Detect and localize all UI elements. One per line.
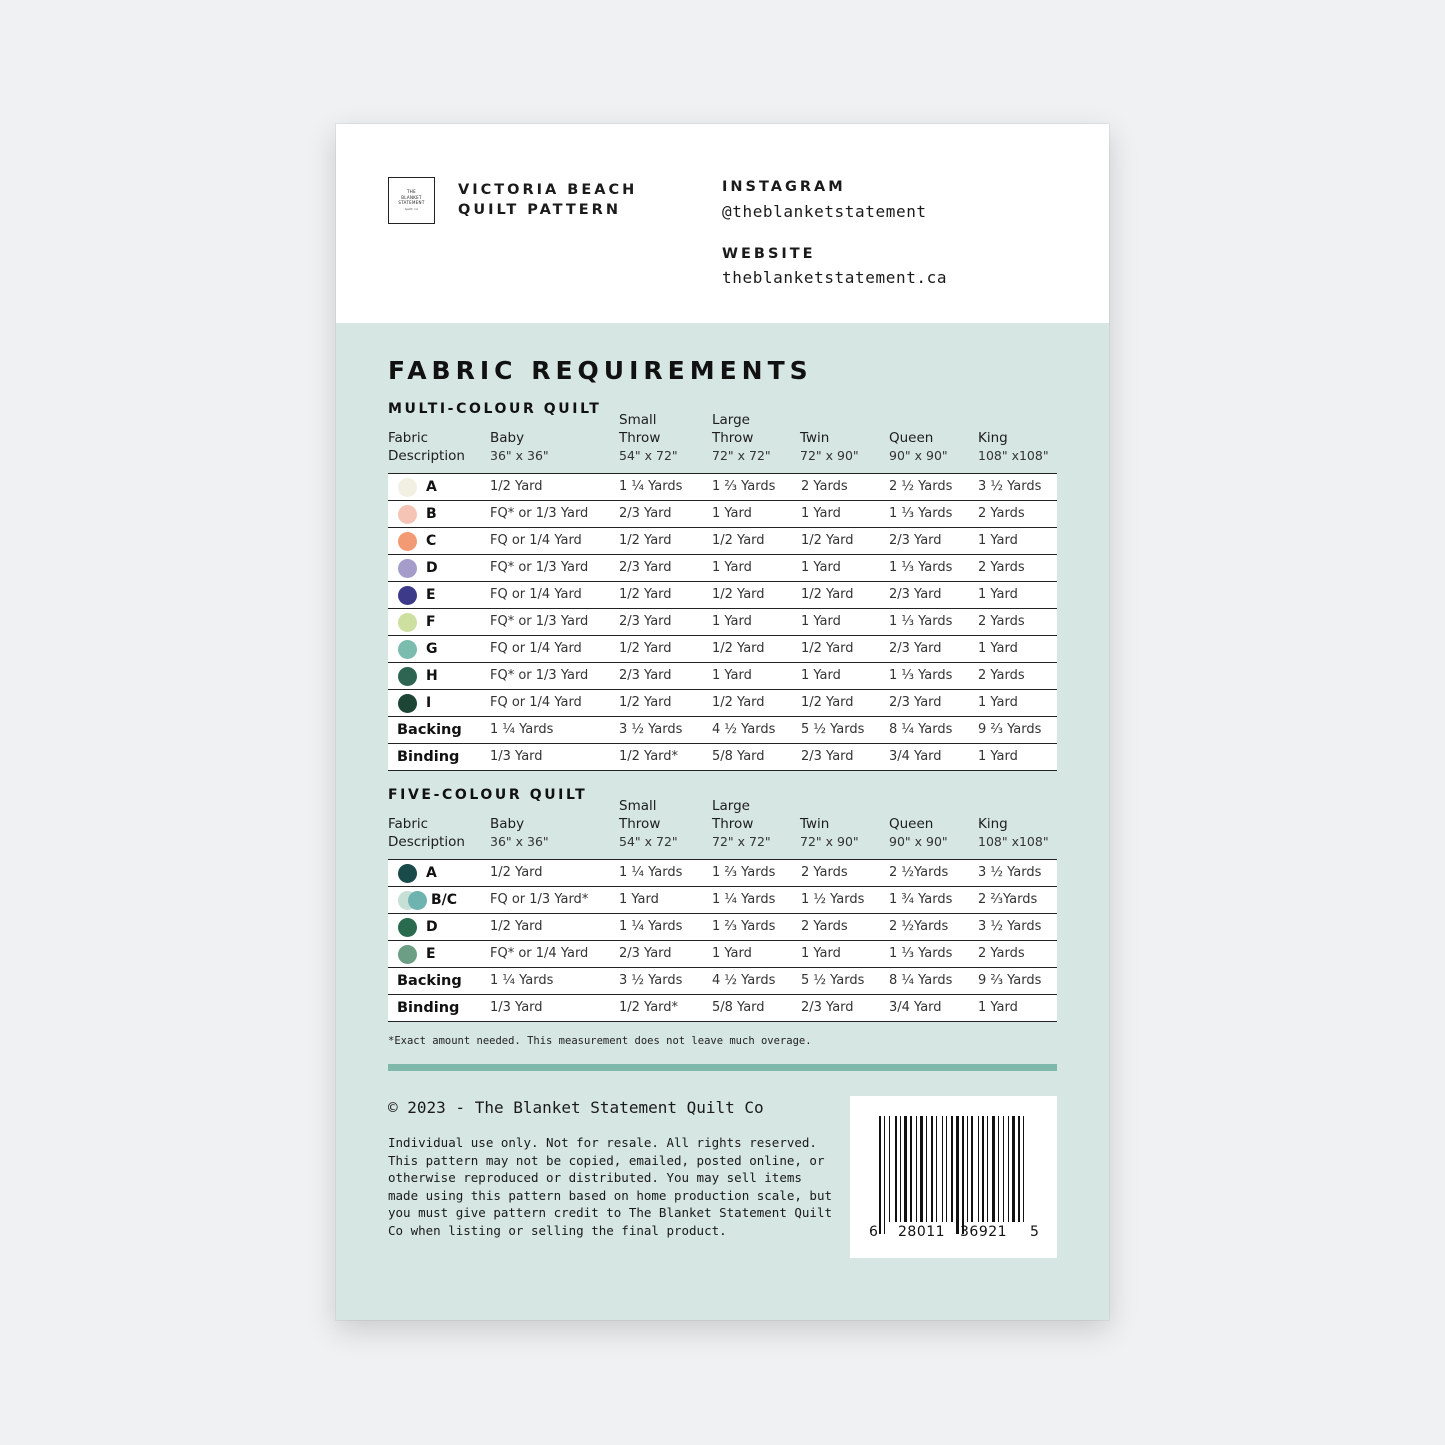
column-header: [978, 815, 1049, 851]
table-cell: 9 ⅔ Yards: [978, 973, 1042, 988]
table-cell: 2 ½Yards: [889, 919, 949, 934]
table-cell: FQ* or 1/3 Yard: [490, 614, 589, 629]
table-cell: 1 ¾ Yards: [889, 892, 953, 907]
table-cell: 1 Yard: [712, 560, 752, 575]
table-cell: 2/3 Yard: [801, 749, 854, 764]
table-row: [388, 860, 1057, 887]
table-cell: 2/3 Yard: [889, 641, 942, 656]
column-header-size: 108" x108": [978, 448, 1049, 463]
table-cell: FQ or 1/4 Yard: [490, 695, 582, 710]
table-cell: 2 ½ Yards: [889, 479, 953, 494]
fabric-letter: D: [426, 560, 438, 576]
section-divider: [388, 1064, 1057, 1071]
instagram-handle[interactable]: @theblanketstatement: [722, 202, 927, 221]
table-cell: 2/3 Yard: [619, 506, 672, 521]
fabric-requirements-title: FABRIC REQUIREMENTS: [388, 356, 813, 385]
column-header: [712, 797, 771, 851]
column-header-size: 72" x 72": [712, 448, 771, 463]
table-row: [388, 636, 1057, 663]
barcode-bar: [946, 1116, 947, 1222]
table-row: [388, 690, 1057, 717]
table-row: [388, 744, 1057, 771]
barcode-bar: [936, 1116, 937, 1222]
table-cell: 1 ⅓ Yards: [889, 946, 953, 961]
table-cell: 2 Yards: [978, 668, 1025, 683]
fabric-swatch-icon: [398, 586, 417, 605]
table-cell: 2/3 Yard: [801, 1000, 854, 1015]
column-header: [490, 815, 549, 851]
column-header-label: Throw: [619, 816, 661, 832]
table-cell: 3 ½ Yards: [619, 722, 683, 737]
table-row: [388, 941, 1057, 968]
column-header: [388, 815, 465, 851]
instagram-label: INSTAGRAM: [722, 179, 846, 195]
table-cell: 1/2 Yard: [712, 587, 765, 602]
column-header: [619, 797, 678, 851]
fabric-letter: B/C: [431, 892, 458, 908]
requirements-table: [388, 859, 1057, 1022]
column-header-size: 108" x108": [978, 834, 1049, 849]
table-cell: 1 Yard: [801, 614, 841, 629]
table-cell: 2 Yards: [978, 560, 1025, 575]
table-cell: 1/2 Yard*: [619, 1000, 679, 1015]
fabric-swatch-icon: [398, 945, 417, 964]
column-header-size: 90" x 90": [889, 834, 948, 849]
column-header-label: Fabric: [388, 430, 429, 446]
copyright: © 2023 - The Blanket Statement Quilt Co: [388, 1098, 764, 1117]
table-cell: 3 ½ Yards: [978, 479, 1042, 494]
barcode-bar: [992, 1116, 995, 1222]
table-cell: 1 ¼ Yards: [619, 919, 683, 934]
table-cell: 2/3 Yard: [619, 946, 672, 961]
fabric-swatch-icon: [398, 640, 417, 659]
table-cell: FQ or 1/4 Yard: [490, 533, 582, 548]
barcode-bar: [951, 1116, 953, 1222]
fabric-swatch-icon: [398, 864, 417, 883]
fabric-name: Backing: [397, 722, 462, 738]
barcode-group-left: 28011: [898, 1224, 946, 1240]
table-row: [388, 968, 1057, 995]
table-cell: 3/4 Yard: [889, 749, 942, 764]
table-cell: 4 ½ Yards: [712, 973, 776, 988]
table-row: [388, 501, 1057, 528]
table-cell: 1 ⅔ Yards: [712, 919, 776, 934]
table-cell: 1 Yard: [978, 587, 1018, 602]
barcode-bar: [967, 1116, 968, 1222]
fabric-swatch-icon: [408, 891, 427, 910]
table-cell: FQ* or 1/3 Yard: [490, 668, 589, 683]
barcode-bar: [879, 1116, 881, 1234]
barcode-digit-first: 6: [869, 1224, 879, 1240]
barcode-bars: [850, 1096, 1057, 1258]
column-header: [388, 429, 465, 465]
column-header-label: Queen: [889, 816, 934, 832]
table-cell: 1 Yard: [712, 668, 752, 683]
table-cell: 4 ½ Yards: [712, 722, 776, 737]
table-cell: 1/2 Yard: [490, 865, 543, 880]
table-cell: 5 ½ Yards: [801, 722, 865, 737]
table-cell: 2/3 Yard: [619, 614, 672, 629]
column-header-label: Throw: [712, 816, 754, 832]
table-cell: 2/3 Yard: [619, 560, 672, 575]
table-cell: 3 ½ Yards: [978, 865, 1042, 880]
table-cell: 1/2 Yard: [712, 641, 765, 656]
header-panel: [336, 124, 1109, 323]
column-header-label: Fabric: [388, 816, 429, 832]
barcode-bar: [884, 1116, 885, 1234]
pattern-back-cover: [336, 124, 1109, 1320]
column-header: [978, 429, 1049, 465]
table-cell: 1/2 Yard: [619, 533, 672, 548]
column-header-size: 54" x 72": [619, 448, 678, 463]
table-cell: 1/2 Yard: [619, 587, 672, 602]
barcode-bar: [982, 1116, 984, 1222]
fabric-letter: D: [426, 919, 438, 935]
table-cell: 1/3 Yard: [490, 749, 543, 764]
column-header-size: 54" x 72": [619, 834, 678, 849]
column-header-label: Description: [388, 448, 465, 464]
table-cell: 1/2 Yard: [619, 641, 672, 656]
table-row: [388, 474, 1057, 501]
fabric-letter: E: [426, 587, 436, 603]
column-header-label: Large: [712, 412, 750, 428]
column-header-label: Small: [619, 412, 657, 428]
table-cell: 2 Yards: [801, 865, 848, 880]
barcode-bar: [900, 1116, 901, 1222]
table-row: [388, 609, 1057, 636]
column-header-label: Twin: [800, 430, 830, 446]
table-cell: 2 Yards: [801, 919, 848, 934]
barcode-bar: [978, 1116, 979, 1222]
table-cell: 1/2 Yard: [490, 479, 543, 494]
column-header-size: 36" x 36": [490, 448, 549, 463]
table-cell: 3 ½ Yards: [619, 973, 683, 988]
table-cell: 1 ⅔ Yards: [712, 865, 776, 880]
table-cell: 1 Yard: [978, 1000, 1018, 1015]
column-header-size: 36" x 36": [490, 834, 549, 849]
fabric-swatch-icon: [398, 667, 417, 686]
barcode: [850, 1096, 1057, 1258]
website-link[interactable]: theblanketstatement.ca: [722, 268, 948, 287]
table-cell: 5/8 Yard: [712, 1000, 765, 1015]
table-cell: 1 ¼ Yards: [619, 865, 683, 880]
table-cell: 1 Yard: [712, 614, 752, 629]
barcode-digit-last: 5: [1030, 1224, 1040, 1240]
table-cell: 1 Yard: [801, 506, 841, 521]
table-cell: 5/8 Yard: [712, 749, 765, 764]
barcode-bar: [956, 1116, 959, 1234]
table-cell: 2 Yards: [801, 479, 848, 494]
column-header-size: 72" x 90": [800, 448, 859, 463]
barcode-bar: [987, 1116, 988, 1222]
table-row: [388, 555, 1057, 582]
table-cell: 1/2 Yard: [801, 587, 854, 602]
column-header-label: King: [978, 430, 1008, 446]
fabric-letter: H: [426, 668, 438, 684]
fabric-swatch-icon: [398, 532, 417, 551]
column-header-size: 72" x 90": [800, 834, 859, 849]
table-cell: 1 Yard: [712, 946, 752, 961]
brand-logo: THE BLANKET STATEMENT quilt co: [388, 177, 435, 224]
column-header-label: Throw: [712, 430, 754, 446]
column-header: [490, 429, 549, 465]
table-row: [388, 717, 1057, 744]
table-cell: 1 ½ Yards: [801, 892, 865, 907]
table-cell: 1 Yard: [978, 533, 1018, 548]
column-header-label: Twin: [800, 816, 830, 832]
table-row: [388, 582, 1057, 609]
column-header: [889, 815, 948, 851]
table-cell: FQ* or 1/3 Yard: [490, 560, 589, 575]
table-cell: 2 Yards: [978, 946, 1025, 961]
table-cell: 2 Yards: [978, 506, 1025, 521]
barcode-bar: [895, 1116, 897, 1222]
quilt-section-title: FIVE-COLOUR QUILT: [388, 787, 588, 803]
fabric-swatch-icon: [398, 694, 417, 713]
table-cell: 1 Yard: [978, 695, 1018, 710]
table-row: [388, 528, 1057, 555]
table-cell: FQ* or 1/3 Yard: [490, 506, 589, 521]
fabric-letter: A: [426, 865, 437, 881]
column-header-label: Throw: [619, 430, 661, 446]
table-cell: 8 ¼ Yards: [889, 973, 953, 988]
column-header: [800, 429, 859, 465]
table-cell: 1 Yard: [801, 946, 841, 961]
table-cell: 1 ⅓ Yards: [889, 668, 953, 683]
table-cell: 1 ⅓ Yards: [889, 506, 953, 521]
column-header-label: Baby: [490, 430, 525, 446]
table-cell: 1 Yard: [978, 641, 1018, 656]
column-header-label: Queen: [889, 430, 934, 446]
barcode-bar: [1018, 1116, 1020, 1222]
table-cell: 8 ¼ Yards: [889, 722, 953, 737]
table-cell: 2/3 Yard: [619, 668, 672, 683]
table-cell: 1/2 Yard: [801, 533, 854, 548]
fabric-letter: G: [426, 641, 438, 657]
barcode-bar: [889, 1116, 890, 1222]
fabric-letter: I: [426, 695, 432, 711]
table-cell: 1 Yard: [801, 668, 841, 683]
table-cell: 1/2 Yard: [712, 533, 765, 548]
table-cell: 1 ⅓ Yards: [889, 614, 953, 629]
column-header: [800, 815, 859, 851]
fabric-name: Binding: [397, 1000, 460, 1016]
table-cell: FQ or 1/3 Yard*: [490, 892, 589, 907]
table-row: [388, 995, 1057, 1022]
barcode-bar: [926, 1116, 927, 1222]
table-cell: 9 ⅔ Yards: [978, 722, 1042, 737]
fabric-letter: B: [426, 506, 437, 522]
barcode-bar: [1012, 1116, 1015, 1222]
column-header-label: Description: [388, 834, 465, 850]
table-cell: 1 ¼ Yards: [712, 892, 776, 907]
table-cell: 1 ⅔ Yards: [712, 479, 776, 494]
column-header-size: 90" x 90": [889, 448, 948, 463]
barcode-group-right: 36921: [960, 1224, 1008, 1240]
barcode-bar: [962, 1116, 964, 1234]
barcode-bar: [1008, 1116, 1009, 1222]
table-cell: 3 ½ Yards: [978, 919, 1042, 934]
column-header-label: Large: [712, 798, 750, 814]
fabric-letter: C: [426, 533, 437, 549]
table-cell: 2/3 Yard: [889, 587, 942, 602]
requirements-table: [388, 473, 1057, 771]
column-header-size: 72" x 72": [712, 834, 771, 849]
table-cell: 3/4 Yard: [889, 1000, 942, 1015]
table-cell: 2/3 Yard: [889, 533, 942, 548]
fabric-letter: E: [426, 946, 436, 962]
table-cell: 1 Yard: [801, 560, 841, 575]
table-cell: 1/2 Yard: [801, 641, 854, 656]
table-cell: 1/2 Yard: [490, 919, 543, 934]
fabric-swatch-icon: [398, 505, 417, 524]
column-header-label: Small: [619, 798, 657, 814]
table-cell: 1 ¼ Yards: [490, 722, 554, 737]
fabric-name: Binding: [397, 749, 460, 765]
barcode-bar: [1023, 1116, 1024, 1222]
fabric-letter: F: [426, 614, 436, 630]
table-cell: 2 ⅔Yards: [978, 892, 1038, 907]
column-header-label: King: [978, 816, 1008, 832]
table-row: [388, 914, 1057, 941]
footnote: *Exact amount needed. This measurement does not leave much overage.: [388, 1035, 812, 1047]
website-label: WEBSITE: [722, 246, 816, 262]
fabric-letter: A: [426, 479, 437, 495]
table-cell: 1/2 Yard: [801, 695, 854, 710]
column-header: [619, 411, 678, 465]
table-cell: 1/2 Yard: [712, 695, 765, 710]
fabric-swatch-icon: [398, 918, 417, 937]
barcode-bar: [931, 1116, 933, 1222]
legal-notice: Individual use only. Not for resale. All rights reserved. This pattern may not be copied, emailed, posted online, or otherwise reproduced or distributed. You may sell items made using this pattern based on home production scale, but you must give pattern credit to The Blanket Statement Quilt Co when listing or selling the final product.: [388, 1135, 833, 1238]
table-cell: 1 ⅓ Yards: [889, 560, 953, 575]
fabric-swatch-icon: [398, 613, 417, 632]
table-cell: FQ* or 1/4 Yard: [490, 946, 589, 961]
barcode-bar: [910, 1116, 912, 1222]
pattern-title: VICTORIA BEACH QUILT PATTERN: [458, 182, 638, 218]
table-row: [388, 663, 1057, 690]
barcode-bar: [942, 1116, 943, 1222]
table-cell: 5 ½ Yards: [801, 973, 865, 988]
table-cell: 1/2 Yard: [619, 695, 672, 710]
barcode-bar: [904, 1116, 907, 1222]
column-header: [712, 411, 771, 465]
table-cell: 2 ½Yards: [889, 865, 949, 880]
fabric-swatch-icon: [398, 478, 417, 497]
table-cell: 1 Yard: [712, 506, 752, 521]
column-header: [889, 429, 948, 465]
table-cell: 2/3 Yard: [889, 695, 942, 710]
table-cell: 1 Yard: [619, 892, 659, 907]
table-cell: 1/2 Yard*: [619, 749, 679, 764]
barcode-bar: [998, 1116, 999, 1222]
table-cell: 2 Yards: [978, 614, 1025, 629]
barcode-bar: [916, 1116, 917, 1222]
table-cell: FQ or 1/4 Yard: [490, 641, 582, 656]
table-cell: 1 Yard: [978, 749, 1018, 764]
fabric-name: Backing: [397, 973, 462, 989]
column-header-label: Baby: [490, 816, 525, 832]
table-cell: FQ or 1/4 Yard: [490, 587, 582, 602]
table-row: [388, 887, 1057, 914]
table-cell: 1 ¼ Yards: [490, 973, 554, 988]
barcode-bar: [920, 1116, 923, 1222]
table-cell: 1 ¼ Yards: [619, 479, 683, 494]
quilt-section-title: MULTI-COLOUR QUILT: [388, 401, 602, 417]
table-cell: 1/3 Yard: [490, 1000, 543, 1015]
barcode-bar: [1003, 1116, 1004, 1222]
barcode-bar: [971, 1116, 973, 1222]
fabric-swatch-icon: [398, 559, 417, 578]
